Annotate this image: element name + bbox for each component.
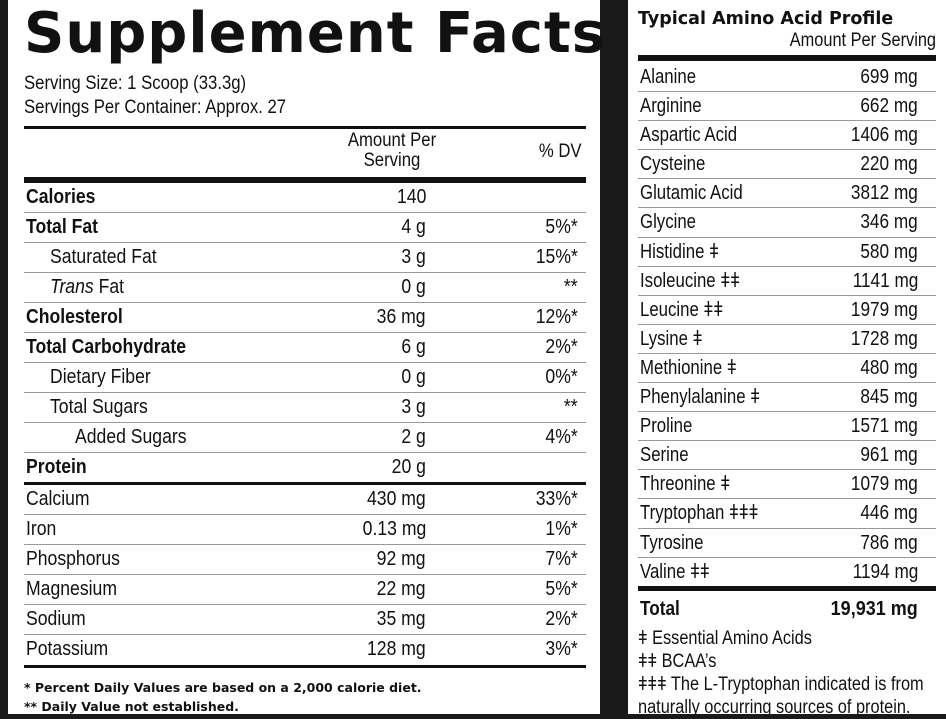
amino-value: 845 mg	[860, 386, 918, 409]
amino-row	[638, 179, 936, 207]
amino-value: 580 mg	[860, 240, 918, 263]
amino-row	[638, 470, 936, 498]
mineral-label: Potassium	[26, 638, 109, 660]
facts-row	[24, 243, 586, 272]
nutrient-label: Protein	[26, 456, 87, 478]
amino-row	[638, 238, 936, 266]
nutrient-dv: 5%*	[545, 216, 578, 238]
mineral-label: Calcium	[26, 488, 90, 510]
mineral-label: Phosphorus	[26, 548, 120, 570]
mineral-rows	[24, 485, 600, 664]
nutrient-dv: 2%*	[545, 336, 578, 358]
nutrient-amount: 140	[396, 186, 426, 208]
amino-row	[638, 354, 936, 382]
facts-row	[24, 605, 586, 634]
nutrient-label: Total Fat	[26, 216, 99, 238]
amino-value: 446 mg	[860, 502, 918, 525]
facts-row	[24, 273, 586, 302]
amino-row	[638, 267, 936, 295]
amino-row	[638, 558, 936, 586]
amino-name: Cysteine	[640, 153, 706, 176]
amino-name: Proline	[640, 415, 693, 438]
amino-footnote: ǂǂǂ The L-Tryptophan indicated is from	[638, 673, 924, 695]
amino-total-value: 19,931 mg	[830, 597, 918, 620]
amino-name: Leucine ǂǂ	[640, 298, 724, 321]
nutrient-amount: 3 g	[401, 246, 426, 268]
amino-name: Alanine	[640, 66, 697, 88]
amount-per-serving-header: Amount Per Serving	[347, 130, 437, 171]
amino-value: 346 mg	[860, 211, 918, 234]
amino-value: 1079 mg	[851, 473, 918, 496]
footnote-not-established: ** Daily Value not established.	[24, 699, 239, 714]
amino-row	[638, 412, 936, 440]
nutrient-dv: 0%*	[545, 366, 578, 388]
nutrient-amount: 36 mg	[377, 306, 426, 328]
amino-row	[638, 529, 936, 557]
facts-row	[24, 453, 586, 482]
amino-row	[638, 499, 936, 527]
mineral-dv: 7%*	[545, 548, 578, 570]
supplement-facts-panel	[8, 0, 607, 714]
mineral-dv: 2%*	[545, 608, 578, 630]
nutrient-label-rest: Fat	[93, 276, 125, 298]
amino-row	[638, 208, 936, 236]
amino-name: Glycine	[640, 211, 697, 234]
facts-row	[24, 213, 586, 242]
nutrient-dv: **	[564, 276, 578, 298]
facts-row	[24, 485, 586, 514]
mineral-amount: 35 mg	[377, 608, 426, 630]
amino-row	[638, 441, 936, 469]
dv-header: % DV	[539, 141, 582, 162]
mineral-dv: 1%*	[545, 518, 578, 540]
amino-name: Threonine ǂ	[640, 473, 731, 496]
nutrient-label: Saturated Fat	[50, 246, 157, 268]
divider-bar	[24, 665, 586, 668]
nutrient-amount: 6 g	[401, 336, 426, 358]
facts-header	[24, 129, 586, 177]
nutrient-amount: 4 g	[401, 216, 426, 238]
facts-row	[24, 575, 586, 604]
footnote-dv: * Percent Daily Values are based on a 2,000 calorie diet.	[24, 680, 422, 695]
amino-value: 662 mg	[860, 95, 918, 118]
mineral-dv: 3%*	[545, 638, 578, 660]
amino-value: 220 mg	[860, 153, 918, 176]
amino-profile-subtitle: Amount Per Serving	[789, 30, 936, 51]
facts-row	[24, 515, 586, 544]
amino-row	[638, 63, 936, 91]
nutrient-label: Calories	[26, 186, 96, 208]
amino-value: 1728 mg	[851, 327, 918, 350]
facts-row	[24, 303, 586, 332]
nutrient-amount: 3 g	[401, 396, 426, 418]
amino-value: 1571 mg	[851, 415, 918, 438]
nutrient-label: Total Carbohydrate	[26, 336, 187, 358]
amino-name: Arginine	[640, 95, 702, 118]
amino-acid-profile-panel	[628, 0, 946, 718]
nutrient-dv: 15%*	[535, 246, 578, 268]
servings-per-container: Servings Per Container: Approx. 27	[24, 97, 287, 118]
amino-total-label: Total	[640, 597, 680, 620]
nutrient-amount: 0 g	[401, 276, 426, 298]
facts-row	[24, 635, 586, 664]
nutrient-dv: 12%*	[535, 306, 578, 328]
supplement-facts-title: Supplement Facts	[24, 1, 607, 66]
amino-name: Phenylalanine ǂ	[640, 386, 761, 409]
mineral-amount: 0.13 mg	[362, 518, 426, 540]
amino-profile-title: Typical Amino Acid Profile	[638, 9, 894, 29]
amino-name: Tryptophan ǂǂǂ	[640, 502, 759, 525]
amino-row	[638, 325, 936, 353]
amino-name: Histidine ǂ	[640, 240, 719, 263]
amino-name: Glutamic Acid	[640, 182, 743, 205]
amino-name: Isoleucine ǂǂ	[640, 269, 740, 292]
divider-bar	[638, 55, 936, 61]
macro-rows	[24, 183, 600, 482]
nutrient-amount: 0 g	[401, 366, 426, 388]
amino-total-row	[638, 591, 936, 627]
amino-name: Serine	[640, 444, 689, 467]
nutrient-dv: **	[564, 396, 578, 418]
amino-row	[638, 92, 936, 120]
facts-row	[24, 545, 586, 574]
mineral-amount: 430 mg	[367, 488, 426, 510]
facts-row	[24, 423, 586, 452]
amino-value: 1141 mg	[852, 269, 918, 292]
amino-value: 1194 mg	[852, 560, 918, 583]
nutrient-dv: 4%*	[545, 426, 578, 448]
facts-row	[24, 393, 586, 422]
amino-rows	[638, 63, 936, 586]
amino-value: 1979 mg	[851, 298, 918, 321]
nutrient-label: Added Sugars	[75, 426, 187, 448]
nutrient-label: Cholesterol	[26, 306, 123, 328]
amino-name: Tyrosine	[640, 531, 704, 554]
facts-row	[24, 363, 586, 392]
mineral-dv: 33%*	[535, 488, 578, 510]
amino-value: 3812 mg	[851, 182, 918, 205]
mineral-label: Magnesium	[26, 578, 117, 600]
nutrient-label: Total Sugars	[50, 396, 148, 418]
amino-name: Valine ǂǂ	[640, 560, 710, 583]
amino-row	[638, 383, 936, 411]
facts-row	[24, 333, 586, 362]
amino-value: 1406 mg	[851, 124, 918, 147]
amino-row	[638, 296, 936, 324]
mineral-label: Iron	[26, 518, 57, 540]
amino-value: 786 mg	[860, 531, 918, 554]
amino-name: Aspartic Acid	[640, 124, 738, 147]
amino-footnote: naturally occurring sources of protein.	[638, 696, 911, 718]
amino-row	[638, 121, 936, 149]
amino-footnote: ǂ Essential Amino Acids	[638, 627, 812, 649]
nutrient-amount: 2 g	[401, 426, 426, 448]
amino-footnote: ǂǂ BCAA’s	[638, 650, 717, 672]
amino-value: 480 mg	[860, 356, 918, 379]
amino-row	[638, 150, 936, 178]
amino-name: Methionine ǂ	[640, 356, 737, 379]
amino-name: Lysine ǂ	[640, 327, 703, 350]
mineral-dv: 5%*	[545, 578, 578, 600]
nutrient-amount: 20 g	[391, 456, 426, 478]
amino-value: 699 mg	[860, 66, 918, 88]
nutrient-label	[50, 273, 124, 302]
mineral-amount: 92 mg	[377, 548, 426, 570]
amino-value: 961 mg	[860, 444, 918, 467]
nutrient-label: Dietary Fiber	[50, 366, 151, 388]
mineral-amount: 22 mg	[377, 578, 426, 600]
mineral-label: Sodium	[26, 608, 86, 630]
serving-size: Serving Size: 1 Scoop (33.3g)	[24, 73, 247, 94]
facts-row	[24, 183, 586, 212]
mineral-amount: 128 mg	[367, 638, 426, 660]
nutrient-label-italic: Trans	[50, 276, 94, 298]
